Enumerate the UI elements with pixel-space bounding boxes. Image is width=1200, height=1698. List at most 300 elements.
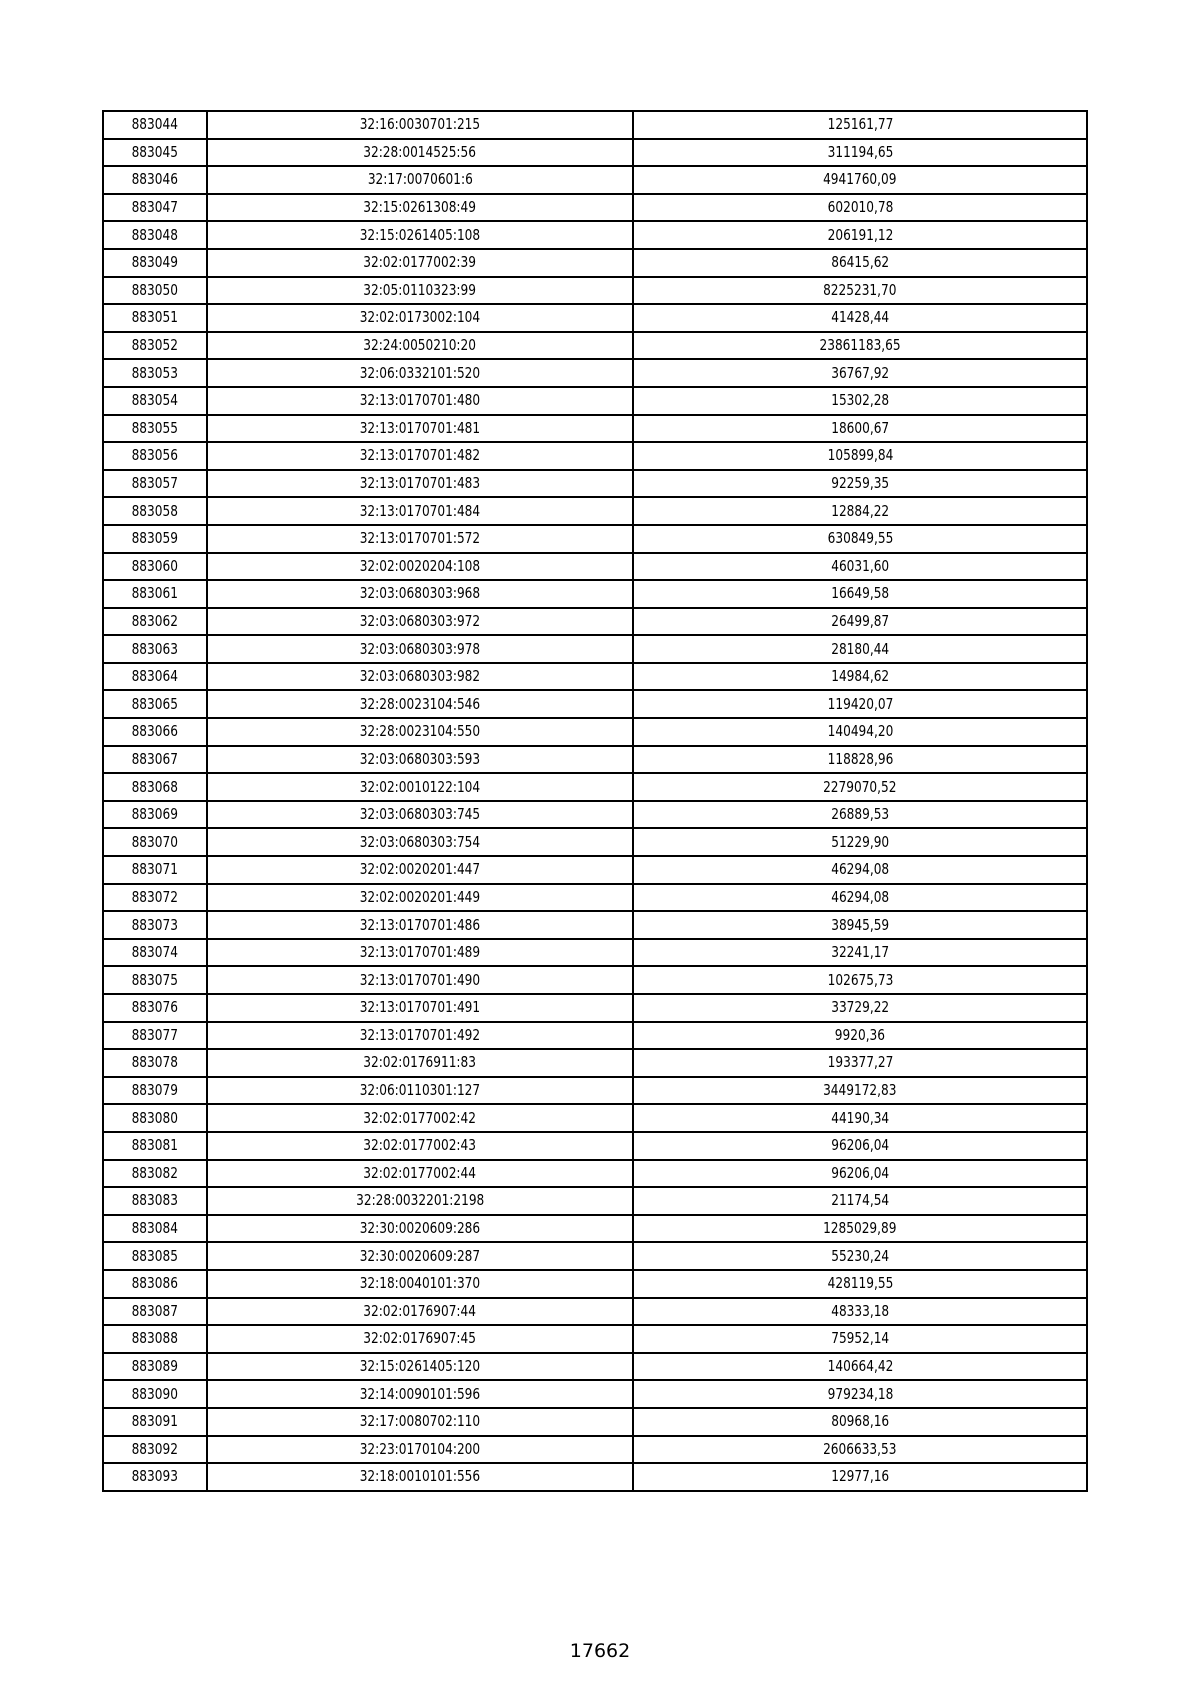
cadastral-number-cell — [207, 718, 633, 746]
cell-text: 32:02:0177002:42 — [363, 1108, 477, 1127]
value-cell — [633, 304, 1087, 332]
cell-text: 32:13:0170701:483 — [359, 474, 481, 493]
cell-text: 883046 — [131, 170, 179, 189]
cadastral-number-cell — [207, 1353, 633, 1381]
table-row — [103, 111, 1087, 139]
value-cell — [633, 1132, 1087, 1160]
cell-text: 32:13:0170701:492 — [359, 1025, 481, 1044]
row-id-cell — [103, 553, 207, 581]
cell-text: 883065 — [131, 694, 179, 713]
cell-text: 32:03:0680303:745 — [359, 805, 481, 824]
row-id-cell — [103, 1022, 207, 1050]
cell-text: 32:16:0030701:215 — [359, 115, 481, 134]
cell-text: 38945,59 — [831, 915, 889, 934]
value-cell — [633, 1298, 1087, 1326]
cell-text: 883063 — [131, 639, 179, 658]
cadastral-number-cell — [207, 470, 633, 498]
row-id-cell — [103, 1325, 207, 1353]
value-cell — [633, 1463, 1087, 1491]
cell-text: 32:30:0020609:287 — [359, 1246, 481, 1265]
row-id-cell — [103, 663, 207, 691]
cell-text: 86415,62 — [831, 253, 889, 272]
row-id-cell — [103, 773, 207, 801]
row-id-cell — [103, 1463, 207, 1491]
value-cell — [633, 1049, 1087, 1077]
cadastral-number-cell — [207, 635, 633, 663]
value-cell — [633, 1104, 1087, 1132]
cell-text: 32:24:0050210:20 — [363, 336, 477, 355]
cell-text: 883058 — [131, 501, 179, 520]
row-id-cell — [103, 194, 207, 222]
value-cell — [633, 828, 1087, 856]
value-cell — [633, 525, 1087, 553]
table-row — [103, 801, 1087, 829]
cadastral-number-cell — [207, 690, 633, 718]
value-cell — [633, 553, 1087, 581]
table-body — [103, 111, 1087, 1491]
cell-text: 883091 — [131, 1412, 179, 1431]
cell-text: 428119,55 — [827, 1274, 893, 1293]
cell-text: 883069 — [131, 805, 179, 824]
cell-text: 193377,27 — [827, 1053, 893, 1072]
table-row — [103, 553, 1087, 581]
cell-text: 883047 — [131, 198, 179, 217]
cell-text: 883055 — [131, 418, 179, 437]
table-row — [103, 221, 1087, 249]
cell-text: 32:06:0332101:520 — [359, 363, 481, 382]
table-row — [103, 1325, 1087, 1353]
cell-text: 32:15:0261405:108 — [359, 225, 481, 244]
cell-text: 883060 — [131, 556, 179, 575]
cell-text: 119420,07 — [827, 694, 893, 713]
cell-text: 32:13:0170701:489 — [359, 943, 481, 962]
row-id-cell — [103, 746, 207, 774]
cell-text: 32:02:0020204:108 — [359, 556, 481, 575]
cadastral-number-cell — [207, 525, 633, 553]
cell-text: 883062 — [131, 611, 179, 630]
cadastral-number-cell — [207, 856, 633, 884]
cell-text: 55230,24 — [831, 1246, 889, 1265]
table-row — [103, 277, 1087, 305]
cell-text: 32:03:0680303:593 — [359, 749, 481, 768]
cell-text: 883056 — [131, 446, 179, 465]
cadastral-number-cell — [207, 608, 633, 636]
cell-text: 26889,53 — [831, 805, 889, 824]
table-row — [103, 470, 1087, 498]
table-row — [103, 1408, 1087, 1436]
cell-text: 32:23:0170104:200 — [359, 1439, 481, 1458]
cell-text: 32:15:0261308:49 — [363, 198, 477, 217]
table-row — [103, 884, 1087, 912]
cell-text: 41428,44 — [831, 308, 889, 327]
cell-text: 32:06:0110301:127 — [359, 1081, 481, 1100]
cadastral-number-cell — [207, 442, 633, 470]
row-id-cell — [103, 966, 207, 994]
cadastral-number-cell — [207, 111, 633, 139]
cadastral-number-cell — [207, 1436, 633, 1464]
value-cell — [633, 1380, 1087, 1408]
value-cell — [633, 884, 1087, 912]
table-row — [103, 304, 1087, 332]
cadastral-number-cell — [207, 773, 633, 801]
cell-text: 883073 — [131, 915, 179, 934]
cell-text: 32:28:0014525:56 — [363, 142, 477, 161]
value-cell — [633, 1215, 1087, 1243]
value-cell — [633, 166, 1087, 194]
value-cell — [633, 856, 1087, 884]
table-row — [103, 194, 1087, 222]
cell-text: 883084 — [131, 1219, 179, 1238]
cell-text: 44190,34 — [831, 1108, 889, 1127]
cell-text: 883059 — [131, 529, 179, 548]
value-cell — [633, 773, 1087, 801]
cell-text: 883079 — [131, 1081, 179, 1100]
table-row — [103, 746, 1087, 774]
cell-text: 1285029,89 — [823, 1219, 897, 1238]
cell-text: 32:02:0176911:83 — [363, 1053, 477, 1072]
value-cell — [633, 1160, 1087, 1188]
table-row — [103, 1463, 1087, 1491]
table-row — [103, 580, 1087, 608]
cadastral-number-cell — [207, 1242, 633, 1270]
cell-text: 32:13:0170701:486 — [359, 915, 481, 934]
table-row — [103, 166, 1087, 194]
cell-text: 979234,18 — [827, 1384, 893, 1403]
cell-text: 3449172,83 — [823, 1081, 897, 1100]
value-cell — [633, 387, 1087, 415]
row-id-cell — [103, 1104, 207, 1132]
cell-text: 32:13:0170701:481 — [359, 418, 481, 437]
value-cell — [633, 1436, 1087, 1464]
table-row — [103, 1132, 1087, 1160]
cell-text: 311194,65 — [827, 142, 893, 161]
value-cell — [633, 580, 1087, 608]
row-id-cell — [103, 1049, 207, 1077]
row-id-cell — [103, 1215, 207, 1243]
cell-text: 32:28:0023104:550 — [359, 722, 481, 741]
value-cell — [633, 994, 1087, 1022]
cadastral-number-cell — [207, 1077, 633, 1105]
table-row — [103, 1380, 1087, 1408]
table-row — [103, 497, 1087, 525]
data-table — [102, 110, 1088, 1492]
value-cell — [633, 497, 1087, 525]
cell-text: 883052 — [131, 336, 179, 355]
cell-text: 75952,14 — [831, 1329, 889, 1348]
cell-text: 883090 — [131, 1384, 179, 1403]
row-id-cell — [103, 332, 207, 360]
cell-text: 92259,35 — [831, 474, 889, 493]
cell-text: 96206,04 — [831, 1136, 889, 1155]
cell-text: 32:02:0176907:45 — [363, 1329, 477, 1348]
table-row — [103, 332, 1087, 360]
row-id-cell — [103, 139, 207, 167]
cadastral-number-cell — [207, 332, 633, 360]
table-row — [103, 249, 1087, 277]
row-id-cell — [103, 1380, 207, 1408]
row-id-cell — [103, 1242, 207, 1270]
cell-text: 206191,12 — [827, 225, 893, 244]
cell-text: 883064 — [131, 667, 179, 686]
value-cell — [633, 718, 1087, 746]
cell-text: 883075 — [131, 970, 179, 989]
cell-text: 883068 — [131, 777, 179, 796]
cell-text: 4941760,09 — [823, 170, 897, 189]
value-cell — [633, 332, 1087, 360]
cadastral-number-cell — [207, 1298, 633, 1326]
row-id-cell — [103, 249, 207, 277]
cell-text: 18600,67 — [831, 418, 889, 437]
cell-text: 32:18:0040101:370 — [359, 1274, 481, 1293]
table-row — [103, 856, 1087, 884]
table-row — [103, 1049, 1087, 1077]
value-cell — [633, 1270, 1087, 1298]
cell-text: 32:02:0010122:104 — [359, 777, 481, 796]
table-row — [103, 994, 1087, 1022]
cell-text: 102675,73 — [827, 970, 893, 989]
table-row — [103, 663, 1087, 691]
table-row — [103, 1077, 1087, 1105]
cell-text: 32:02:0173002:104 — [359, 308, 481, 327]
value-cell — [633, 663, 1087, 691]
cell-text: 12884,22 — [831, 501, 889, 520]
cell-text: 32:13:0170701:482 — [359, 446, 481, 465]
cell-text: 118828,96 — [827, 749, 893, 768]
cell-text: 883054 — [131, 391, 179, 410]
row-id-cell — [103, 690, 207, 718]
cell-text: 32:02:0020201:449 — [359, 887, 481, 906]
cell-text: 32:05:0110323:99 — [363, 280, 477, 299]
cadastral-number-cell — [207, 1132, 633, 1160]
cell-text: 32:02:0177002:43 — [363, 1136, 477, 1155]
cell-text: 125161,77 — [827, 115, 893, 134]
table-row — [103, 1187, 1087, 1215]
cadastral-number-cell — [207, 221, 633, 249]
row-id-cell — [103, 304, 207, 332]
row-id-cell — [103, 718, 207, 746]
row-id-cell — [103, 884, 207, 912]
table-row — [103, 608, 1087, 636]
cell-text: 883083 — [131, 1191, 179, 1210]
cadastral-number-cell — [207, 359, 633, 387]
cell-text: 883048 — [131, 225, 179, 244]
cadastral-number-cell — [207, 746, 633, 774]
cadastral-number-cell — [207, 994, 633, 1022]
cell-text: 46294,08 — [831, 887, 889, 906]
cell-text: 32:03:0680303:978 — [359, 639, 481, 658]
row-id-cell — [103, 1160, 207, 1188]
row-id-cell — [103, 470, 207, 498]
cell-text: 21174,54 — [831, 1191, 889, 1210]
table-row — [103, 359, 1087, 387]
row-id-cell — [103, 1436, 207, 1464]
value-cell — [633, 442, 1087, 470]
table-row — [103, 828, 1087, 856]
cadastral-number-cell — [207, 1380, 633, 1408]
cell-text: 883082 — [131, 1163, 179, 1182]
table-row — [103, 442, 1087, 470]
cadastral-number-cell — [207, 663, 633, 691]
cell-text: 883045 — [131, 142, 179, 161]
cell-text: 883070 — [131, 832, 179, 851]
value-cell — [633, 1242, 1087, 1270]
table-row — [103, 1353, 1087, 1381]
cell-text: 32:13:0170701:480 — [359, 391, 481, 410]
cell-text: 32:13:0170701:491 — [359, 998, 481, 1017]
table-row — [103, 690, 1087, 718]
cadastral-number-cell — [207, 166, 633, 194]
value-cell — [633, 1353, 1087, 1381]
cadastral-number-cell — [207, 415, 633, 443]
cadastral-number-cell — [207, 1022, 633, 1050]
cell-text: 32:13:0170701:572 — [359, 529, 481, 548]
row-id-cell — [103, 994, 207, 1022]
cell-text: 883080 — [131, 1108, 179, 1127]
cell-text: 32:15:0261405:120 — [359, 1357, 481, 1376]
row-id-cell — [103, 801, 207, 829]
row-id-cell — [103, 1132, 207, 1160]
cell-text: 96206,04 — [831, 1163, 889, 1182]
cell-text: 32:03:0680303:982 — [359, 667, 481, 686]
cell-text: 33729,22 — [831, 998, 889, 1017]
row-id-cell — [103, 911, 207, 939]
cadastral-number-cell — [207, 387, 633, 415]
value-cell — [633, 1408, 1087, 1436]
row-id-cell — [103, 1187, 207, 1215]
cell-text: 883061 — [131, 584, 179, 603]
cadastral-number-cell — [207, 277, 633, 305]
cadastral-number-cell — [207, 1160, 633, 1188]
value-cell — [633, 249, 1087, 277]
row-id-cell — [103, 608, 207, 636]
row-id-cell — [103, 939, 207, 967]
row-id-cell — [103, 1298, 207, 1326]
cell-text: 28180,44 — [831, 639, 889, 658]
value-cell — [633, 470, 1087, 498]
table-row — [103, 966, 1087, 994]
cadastral-number-cell — [207, 249, 633, 277]
cadastral-number-cell — [207, 801, 633, 829]
cadastral-number-cell — [207, 884, 633, 912]
row-id-cell — [103, 1270, 207, 1298]
cell-text: 32:03:0680303:968 — [359, 584, 481, 603]
row-id-cell — [103, 497, 207, 525]
cell-text: 32:02:0020201:447 — [359, 860, 481, 879]
cadastral-number-cell — [207, 139, 633, 167]
cell-text: 140494,20 — [827, 722, 893, 741]
cell-text: 883092 — [131, 1439, 179, 1458]
cell-text: 32:02:0177002:44 — [363, 1163, 477, 1182]
table-row — [103, 1160, 1087, 1188]
value-cell — [633, 911, 1087, 939]
cell-text: 883085 — [131, 1246, 179, 1265]
cell-text: 883044 — [131, 115, 179, 134]
cell-text: 883051 — [131, 308, 179, 327]
cell-text: 32:03:0680303:972 — [359, 611, 481, 630]
cadastral-number-cell — [207, 1187, 633, 1215]
cell-text: 883074 — [131, 943, 179, 962]
table-row — [103, 773, 1087, 801]
cell-text: 32:18:0010101:556 — [359, 1467, 481, 1486]
row-id-cell — [103, 1353, 207, 1381]
row-id-cell — [103, 387, 207, 415]
cadastral-number-cell — [207, 911, 633, 939]
table-row — [103, 525, 1087, 553]
cadastral-number-cell — [207, 497, 633, 525]
cell-text: 46031,60 — [831, 556, 889, 575]
row-id-cell — [103, 442, 207, 470]
table-row — [103, 1436, 1087, 1464]
row-id-cell — [103, 415, 207, 443]
cell-text: 32:03:0680303:754 — [359, 832, 481, 851]
cell-text: 12977,16 — [831, 1467, 889, 1486]
cell-text: 32:13:0170701:484 — [359, 501, 481, 520]
page-number: 17662 — [569, 1640, 631, 1662]
value-cell — [633, 139, 1087, 167]
cell-text: 32:30:0020609:286 — [359, 1219, 481, 1238]
row-id-cell — [103, 1077, 207, 1105]
value-cell — [633, 359, 1087, 387]
cell-text: 883078 — [131, 1053, 179, 1072]
cell-text: 48333,18 — [831, 1301, 889, 1320]
cadastral-number-cell — [207, 966, 633, 994]
cadastral-number-cell — [207, 580, 633, 608]
row-id-cell — [103, 1408, 207, 1436]
row-id-cell — [103, 828, 207, 856]
cadastral-number-cell — [207, 1463, 633, 1491]
cell-text: 883086 — [131, 1274, 179, 1293]
cell-text: 883066 — [131, 722, 179, 741]
cadastral-number-cell — [207, 194, 633, 222]
cadastral-number-cell — [207, 1104, 633, 1132]
cell-text: 15302,28 — [831, 391, 889, 410]
table-row — [103, 1215, 1087, 1243]
cell-text: 32:02:0177002:39 — [363, 253, 477, 272]
table-row — [103, 1022, 1087, 1050]
cell-text: 883057 — [131, 474, 179, 493]
value-cell — [633, 277, 1087, 305]
table-row — [103, 911, 1087, 939]
table-row — [103, 1270, 1087, 1298]
value-cell — [633, 1022, 1087, 1050]
cell-text: 883093 — [131, 1467, 179, 1486]
row-id-cell — [103, 277, 207, 305]
table-row — [103, 1242, 1087, 1270]
row-id-cell — [103, 525, 207, 553]
table-row — [103, 139, 1087, 167]
value-cell — [633, 194, 1087, 222]
cell-text: 32:28:0032201:2198 — [355, 1191, 485, 1210]
cell-text: 883050 — [131, 280, 179, 299]
cadastral-number-cell — [207, 939, 633, 967]
value-cell — [633, 415, 1087, 443]
cell-text: 883071 — [131, 860, 179, 879]
cell-text: 16649,58 — [831, 584, 889, 603]
value-cell — [633, 1187, 1087, 1215]
cell-text: 883081 — [131, 1136, 179, 1155]
cell-text: 2279070,52 — [823, 777, 897, 796]
value-cell — [633, 1325, 1087, 1353]
cell-text: 51229,90 — [831, 832, 889, 851]
cell-text: 32:28:0023104:546 — [359, 694, 481, 713]
cell-text: 9920,36 — [834, 1025, 886, 1044]
cell-text: 883089 — [131, 1357, 179, 1376]
cell-text: 883053 — [131, 363, 179, 382]
cell-text: 105899,84 — [827, 446, 893, 465]
value-cell — [633, 221, 1087, 249]
cadastral-number-cell — [207, 1215, 633, 1243]
cell-text: 2606633,53 — [823, 1439, 897, 1458]
